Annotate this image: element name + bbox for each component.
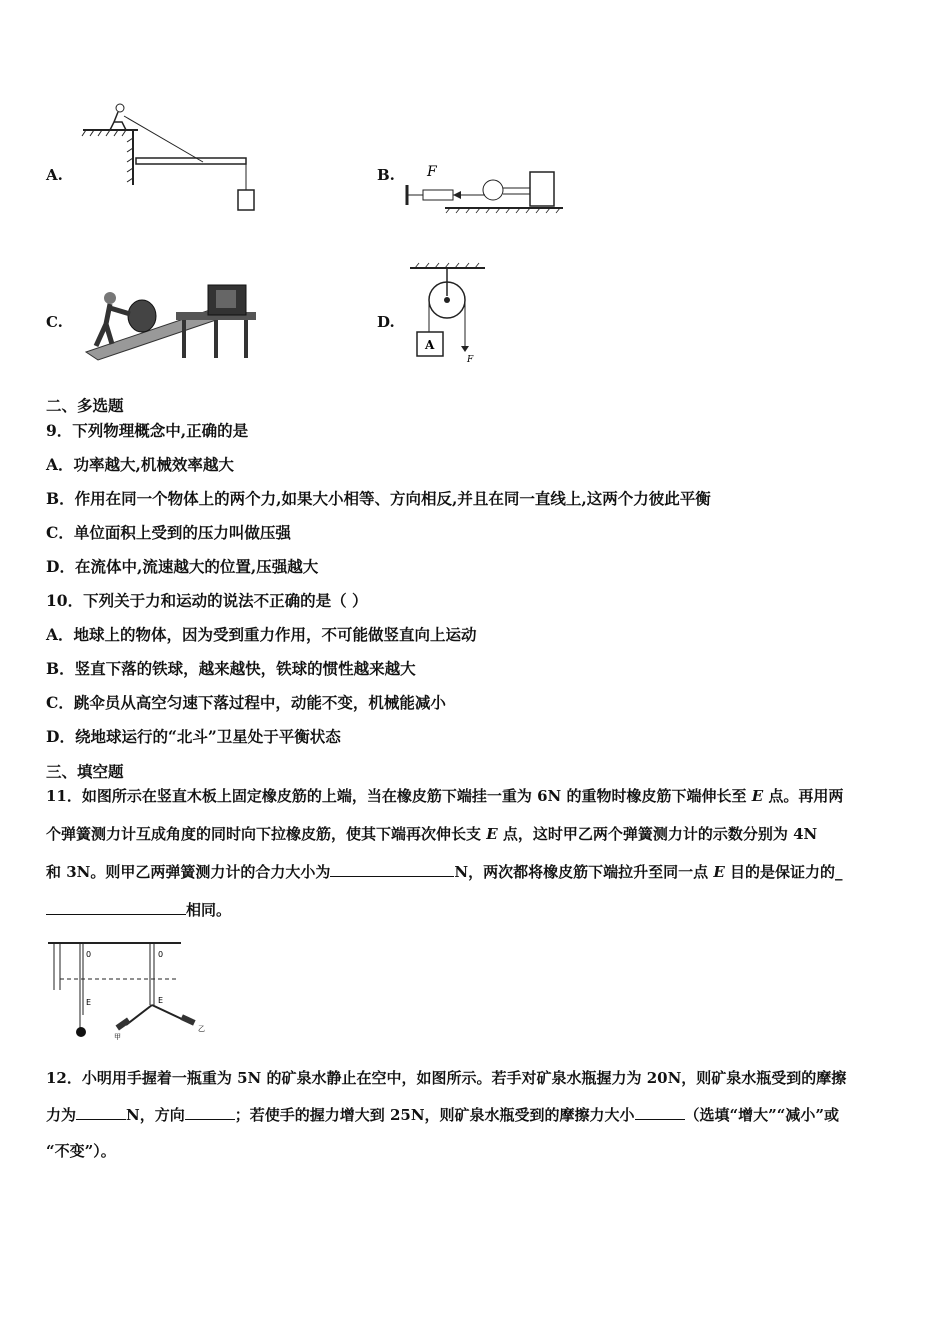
figure-c-inclined-plane	[76, 280, 256, 365]
q10-option-b: B．竖直下落的铁球，越来越快，铁球的惯性越来越大	[46, 659, 416, 678]
q11-text: N，两次都将橡皮筋下端拉升至同一点	[454, 863, 714, 881]
q12-line-2	[46, 1104, 839, 1125]
q11-text: _	[834, 863, 843, 881]
mark-o: 0	[86, 950, 92, 959]
q11-text: 个弹簧测力计互成角度的同时向下拉橡皮筋，使其下端再次伸长支	[46, 825, 487, 843]
figure-b-pulley-spring-scale	[405, 160, 565, 215]
figure-d-fixed-pulley	[405, 262, 505, 367]
mark-e: E	[158, 996, 164, 1005]
q9-option-b: B．作用在同一个物体上的两个力,如果大小相等、方向相反,并且在同一直线上,这两个力彼此平衡	[46, 489, 711, 508]
point-e: E	[713, 863, 725, 881]
q11-text: 和 3N。则甲乙两弹簧测力计的合力大小为	[46, 863, 331, 881]
q11-line-1	[46, 785, 843, 806]
answer-blank-direction[interactable]	[185, 1104, 235, 1120]
section-3-title: 三、填空题	[46, 762, 124, 781]
q9-option-a: A．功率越大,机械效率越大	[46, 455, 234, 474]
q12-text: N，方向	[126, 1106, 185, 1124]
q9-option-c: C．单位面积上受到的压力叫做压强	[46, 523, 291, 542]
q12-line-3: “不变”）。	[46, 1142, 116, 1160]
block-a-label: A	[425, 338, 435, 352]
q10-option-a: A．地球上的物体，因为受到重力作用，不可能做竖直向上运动	[46, 625, 477, 644]
q11-text: 点，这时甲乙两个弹簧测力计的示数分别为 4N	[497, 825, 818, 843]
option-d-label: D.	[377, 313, 395, 331]
option-b-label: B.	[377, 166, 395, 184]
q10-option-c: C．跳伞员从高空匀速下落过程中，动能不变，机械能减小	[46, 693, 446, 712]
q9-stem: 9．下列物理概念中,正确的是	[46, 421, 249, 440]
answer-blank-friction[interactable]	[76, 1104, 126, 1120]
answer-blank-change[interactable]	[635, 1104, 685, 1120]
q11-line-4	[46, 899, 231, 920]
q12-text: （选填“增大”“减小”或	[684, 1106, 840, 1124]
q11-line-2	[46, 823, 817, 844]
q12-text: ；若使手的握力增大到 25N，则矿泉水瓶受到的摩擦力大小	[234, 1106, 635, 1124]
mark-o: 0	[158, 950, 164, 959]
label-jia: 甲	[114, 1033, 121, 1041]
point-e: E	[486, 825, 498, 843]
option-a-label: A.	[46, 166, 63, 184]
label-yi: 乙	[198, 1025, 205, 1033]
pull-force-label: F	[467, 355, 474, 365]
q11-text: 目的是保证力的	[724, 863, 835, 881]
answer-blank-force-effect[interactable]	[46, 899, 186, 915]
q11-text: 相同。	[186, 901, 232, 919]
answer-blank-resultant-force[interactable]	[330, 861, 454, 877]
q11-line-3	[46, 861, 842, 882]
figure-q11-rubber-band-experiment	[46, 935, 216, 1045]
q9-option-d: D．在流体中,流速越大的位置,压强越大	[46, 557, 319, 576]
q12-text: 力为	[46, 1106, 77, 1124]
figure-a-lever-crane	[78, 100, 268, 220]
q10-option-d: D．绕地球运行的“北斗”卫星处于平衡状态	[46, 727, 341, 746]
section-2-title: 二、多选题	[46, 396, 124, 415]
q12-line-1: 12．小明用手握着一瓶重为 5N 的矿泉水静止在空中，如图所示。若手对矿泉水瓶握力为 20N，则矿泉水瓶受到的摩擦	[46, 1069, 847, 1087]
point-e: E	[751, 787, 764, 805]
q11-text: 点。再用两	[763, 787, 844, 805]
q10-stem: 10．下列关于力和运动的说法不正确的是（ ）	[46, 591, 368, 610]
option-c-label: C.	[46, 313, 63, 331]
q11-text: 11．如图所示在竖直木板上固定橡皮筋的上端，当在橡皮筋下端挂一重为 6N 的重物时橡皮筋下端伸长至	[46, 787, 752, 805]
force-f-label: F	[427, 164, 437, 180]
mark-e: E	[86, 998, 92, 1007]
